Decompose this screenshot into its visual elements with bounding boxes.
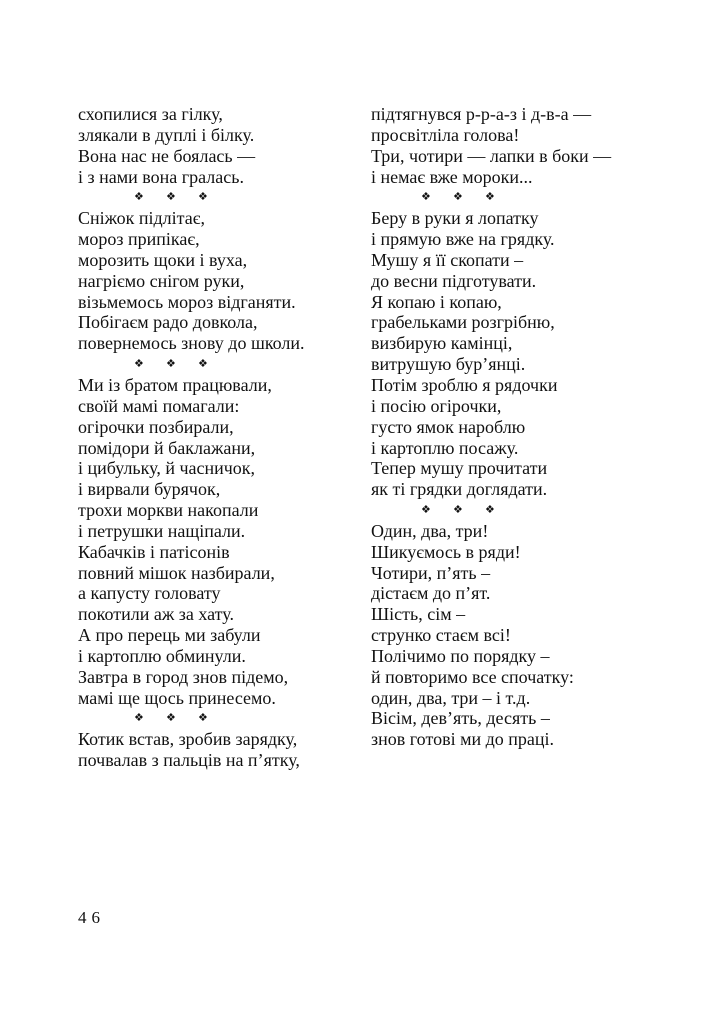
poem-line: підтягнувся р-р-а-з і д-в-а — — [371, 104, 592, 124]
stanza-divider-ornament — [78, 708, 368, 729]
page-number: 46 — [78, 908, 105, 927]
poem-line: Вісім, дев’ять, десять – — [371, 708, 550, 729]
poem-line: і вирвали бурячок, — [78, 479, 221, 500]
poem-line: покотили аж за хату. — [78, 604, 234, 625]
poem-line: Котик встав, зробив зарядку, — [78, 729, 298, 750]
poem-line: візьмемось мороз відганяти. — [78, 291, 296, 312]
ornament-icon: ❖ — [166, 712, 176, 725]
ornament-icon: ❖ — [453, 504, 463, 517]
poem-line: й повторимо все спочатку: — [371, 666, 574, 687]
poem-line: повний мішок назбирали, — [78, 562, 275, 583]
poem-line: Завтра в город знов підемо, — [78, 666, 289, 687]
ornament-icon: ❖ — [485, 504, 495, 517]
poem-line: Вона нас не боялась — — [78, 145, 256, 166]
poem-line: помідори й баклажани, — [78, 437, 256, 458]
poem-line: Сніжок підлітає, — [78, 208, 205, 229]
poem-line: і картоплю обминули. — [78, 645, 246, 666]
poem-line: трохи моркви накопали — [78, 500, 259, 521]
ornament-icon: ❖ — [198, 191, 208, 204]
ornament-icon: ❖ — [485, 191, 495, 204]
poem-line: мороз припікає, — [78, 229, 200, 250]
stanza-divider-ornament — [371, 500, 661, 521]
poem-line: нагріємо снігом руки, — [78, 270, 245, 291]
ornament-icon: ❖ — [421, 504, 431, 517]
poem-line: просвітліла голова! — [371, 124, 520, 145]
poem-line: Чотири, п’ять – — [371, 562, 491, 583]
poem-line: Ми із братом працювали, — [78, 374, 272, 395]
poem-line: і картоплю посажу. — [371, 437, 519, 458]
poem-line: струнко стаєм всі! — [371, 625, 511, 646]
ornament-icon: ❖ — [166, 191, 176, 204]
ornament-icon: ❖ — [166, 358, 176, 371]
poem-line: дістаєм до п’ят. — [371, 583, 491, 604]
poem-line: схопилися за гілку, — [78, 104, 223, 124]
poem-line: Беру в руки я лопатку — [371, 208, 539, 229]
poem-line: і немає вже мороки... — [371, 166, 533, 187]
poem-line: як ті грядки доглядати. — [371, 479, 548, 500]
poem-line: Шість, сім – — [371, 604, 466, 625]
poem-line: Один, два, три! — [371, 520, 489, 541]
poem-line: Побігаєм радо довкола, — [78, 312, 258, 333]
stanza-divider-ornament — [371, 187, 661, 208]
poem-line: повернемось знову до школи. — [78, 333, 305, 354]
ornament-icon: ❖ — [198, 358, 208, 371]
poem-line: Я копаю і копаю, — [371, 291, 502, 312]
poem-line: витрушую бур’янці. — [371, 354, 526, 375]
ornament-icon: ❖ — [134, 712, 144, 725]
poem-line: Полічимо по порядку – — [371, 645, 550, 666]
ornament-icon: ❖ — [421, 191, 431, 204]
poem-line: і з нами вона гралась. — [78, 166, 244, 187]
poem-line: Мушу я її скопати – — [371, 249, 524, 270]
poem-line: мамі ще щось принесемо. — [78, 687, 276, 708]
poem-line: Кабачків і патісонів — [78, 541, 230, 562]
poem-line: Потім зроблю я рядочки — [371, 374, 558, 395]
poem-line: визбирую камінці, — [371, 333, 513, 354]
poem-line: і посію огірочки, — [371, 395, 502, 416]
ornament-icon: ❖ — [134, 358, 144, 371]
poem-line: злякали в дуплі і білку. — [78, 124, 255, 145]
poem-line: густо ямок нароблю — [371, 416, 526, 437]
poem-line: а капусту головату — [78, 583, 221, 604]
poem-line: грабельками розгрібню, — [371, 312, 555, 333]
poem-line: огірочки позбирали, — [78, 416, 234, 437]
stanza-divider-ornament — [78, 354, 368, 375]
ornament-icon: ❖ — [198, 712, 208, 725]
poem-line: знов готові ми до праці. — [371, 729, 555, 750]
poem-line: Шикуємось в ряди! — [371, 541, 521, 562]
stanza-divider-ornament — [78, 187, 368, 208]
right-column — [371, 104, 661, 750]
poem-line: до весни підготувати. — [371, 270, 537, 291]
left-column — [78, 104, 368, 771]
poem-line: своїй мамі помагали: — [78, 395, 240, 416]
ornament-icon: ❖ — [453, 191, 463, 204]
poem-line: Тепер мушу прочитати — [371, 458, 548, 479]
poem-line: Три, чотири — лапки в боки — — [371, 145, 612, 166]
poem-line: А про перець ми забули — [78, 625, 261, 646]
poem-line: морозить щоки і вуха, — [78, 249, 248, 270]
poem-line: і прямую вже на грядку. — [371, 229, 555, 250]
ornament-icon: ❖ — [134, 191, 144, 204]
poem-line: один, два, три – і т.д. — [371, 687, 531, 708]
poem-line: і цибульку, й часничок, — [78, 458, 256, 479]
poem-line: почвалав з пальців на п’ятку, — [78, 750, 300, 771]
poem-line: і петрушки нащіпали. — [78, 520, 246, 541]
